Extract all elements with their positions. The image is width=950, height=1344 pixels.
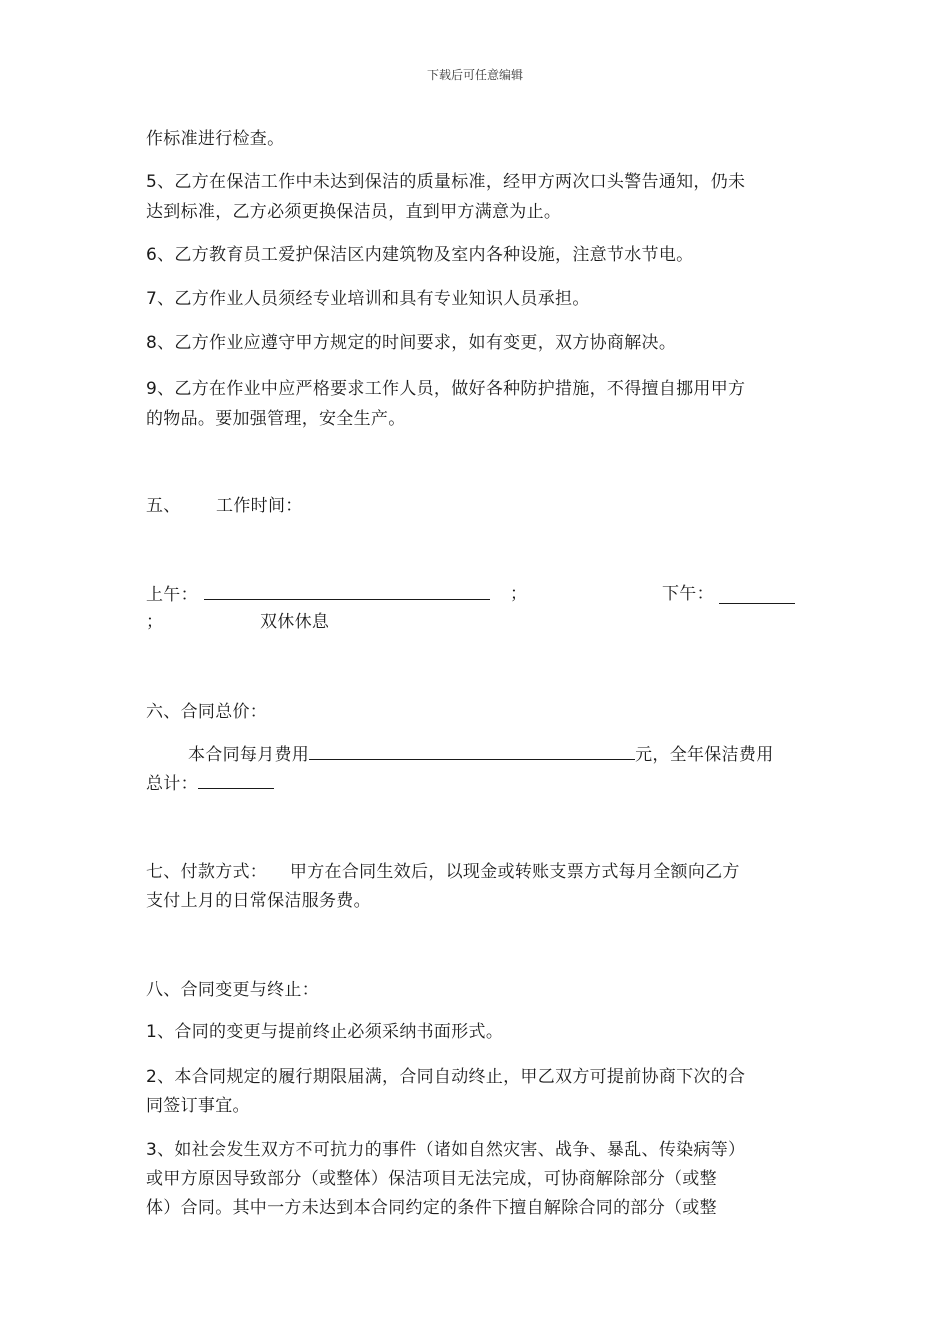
paragraph-continuation: 作标准进行检查。 <box>146 129 285 149</box>
pm-semicolon: ； <box>146 612 164 632</box>
section-8-heading: 八、合同变更与终止： <box>146 980 319 1000</box>
am-blank-field[interactable] <box>204 579 490 600</box>
page-header-note: 下载后可任意编辑 <box>426 68 523 82</box>
section-8-item-3-line-3: 体）合同。其中一方未达到本合同约定的条件下擅自解除合同的部分（或整 <box>146 1198 717 1218</box>
section-8-item-2-line-1: 2、本合同规定的履行期限届满，合同自动终止，甲乙双方可提前协商下次的合 <box>146 1067 746 1087</box>
monthly-fee-blank[interactable] <box>309 739 635 760</box>
section-8-item-2-line-2: 同签订事宜。 <box>146 1096 250 1116</box>
pm-label: 下午： <box>662 584 714 604</box>
clause-8: 8、乙方作业应遵守甲方规定的时间要求，如有变更，双方协商解决。 <box>146 333 677 353</box>
section-7-line-1: 七、付款方式： 甲方在合同生效后，以现金或转账支票方式每月全额向乙方 <box>146 862 740 882</box>
annual-fee-label: 元，全年保洁费用 <box>635 745 774 765</box>
section-6-heading: 六、合同总价： <box>146 702 268 722</box>
section-5-heading <box>146 491 806 521</box>
pm-blank-field[interactable] <box>719 583 795 604</box>
total-price-line-2 <box>146 768 806 799</box>
clause-6: 6、乙方教育员工爱护保洁区内建筑物及室内各种设施，注意节水节电。 <box>146 245 694 265</box>
section-5-title: 工作时间： <box>216 496 303 516</box>
clause-7: 7、乙方作业人员须经专业培训和具有专业知识人员承担。 <box>146 289 590 309</box>
clause-5-line-1: 5、乙方在保洁工作中未达到保洁的质量标准，经甲方两次口头警告通知，仍未 <box>146 172 746 192</box>
clause-9-line-1: 9、乙方在作业中应严格要求工作人员，做好各种防护措施，不得擅自挪用甲方 <box>146 379 746 399</box>
am-label: 上午： <box>146 585 198 605</box>
total-label: 总计： <box>146 774 198 794</box>
section-5-number: 五、 <box>146 496 181 516</box>
total-price-line-1 <box>146 739 806 770</box>
section-7-line-2: 支付上月的日常保洁服务费。 <box>146 891 371 911</box>
section-8-item-3-line-2: 或甲方原因导致部分（或整体）保洁项目无法完成，可协商解除部分（或整 <box>146 1169 717 1189</box>
am-semicolon: ； <box>510 584 528 604</box>
section-8-item-3-line-1: 3、如社会发生双方不可抗力的事件（诸如自然灾害、战争、暴乱、传染病等） <box>146 1140 746 1160</box>
rest-line <box>146 607 806 637</box>
clause-5-line-2: 达到标准，乙方必须更换保洁员，直到甲方满意为止。 <box>146 202 562 222</box>
work-hours-line <box>146 579 846 610</box>
clause-9-line-2: 的物品。要加强管理，安全生产。 <box>146 409 406 429</box>
total-blank[interactable] <box>198 768 274 789</box>
section-8-item-1: 1、合同的变更与提前终止必须采纳书面形式。 <box>146 1022 504 1042</box>
rest-text: 双休休息 <box>260 612 330 632</box>
monthly-fee-label: 本合同每月费用 <box>188 745 310 765</box>
